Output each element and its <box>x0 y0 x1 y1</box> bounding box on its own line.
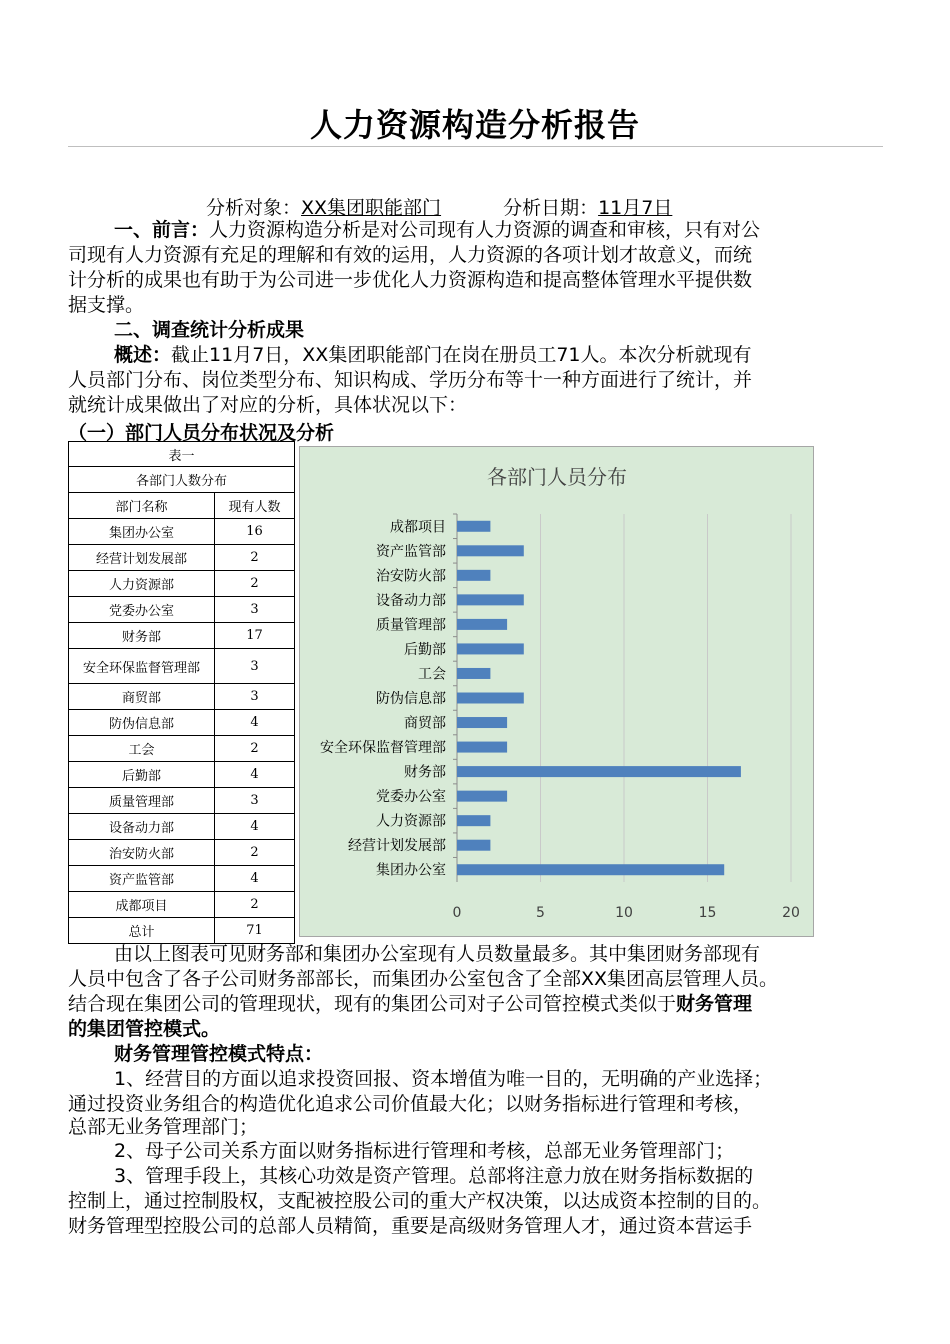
department-chart <box>299 446 814 937</box>
bar <box>457 594 524 605</box>
dept-name-cell: 安全环保监督管理部 <box>69 649 215 684</box>
feature-1-line-3: 总部无业务管理部门； <box>68 1116 259 1138</box>
table-row <box>69 840 295 866</box>
table-row <box>69 892 295 918</box>
x-tick-label: 20 <box>782 905 800 921</box>
intro-line-2: 司现有人力资源有充足的理解和有效的运用，人力资源的各项计划才故意义，而统 <box>68 244 753 266</box>
table-caption: 表一 <box>69 442 295 467</box>
category-label: 工会 <box>418 666 446 683</box>
dept-count-cell: 2 <box>215 571 295 597</box>
dept-name-cell: 治安防火部 <box>69 840 215 866</box>
intro-line-3: 计分析的成果也有助于为公司进一步优化人力资源构造和提高整体管理水平提供数 <box>68 269 753 291</box>
category-label: 成都项目 <box>390 519 446 536</box>
dept-count-cell: 2 <box>215 736 295 762</box>
table-row <box>69 814 295 840</box>
dept-name-cell: 人力资源部 <box>69 571 215 597</box>
feature-3-line-3: 财务管理型控股公司的总部人员精简，重要是高级财务管理人才，通过资本营运手 <box>68 1215 753 1237</box>
bar <box>457 693 524 704</box>
intro-line-1 <box>114 218 760 242</box>
dept-count-cell: 3 <box>215 684 295 710</box>
table-row <box>69 649 295 684</box>
dept-name-cell: 工会 <box>69 736 215 762</box>
bar <box>457 742 507 753</box>
dept-name-cell: 财务部 <box>69 623 215 649</box>
feature-heading: 财务管理管控模式特点： <box>114 1043 324 1065</box>
category-label: 资产监管部 <box>376 543 446 560</box>
survey-text-1: 截止11月7日，XX集团职能部门在岗在册员工71人。本次分析就现有 <box>171 344 752 366</box>
survey-line-3: 就统计成果做出了对应的分析，具体状况以下： <box>68 394 468 416</box>
survey-line-1 <box>114 343 752 367</box>
meta-row <box>206 193 672 220</box>
dept-count-cell: 4 <box>215 710 295 736</box>
intro-text-1: 人力资源构造分析是对公司现有人力资源的调查和审核，只有对公 <box>209 219 761 241</box>
x-tick-label: 10 <box>615 905 633 921</box>
category-label: 设备动力部 <box>376 592 446 609</box>
col-header-count: 现有人数 <box>215 493 295 519</box>
table-row <box>69 866 295 892</box>
chart-svg <box>300 447 813 936</box>
bar <box>457 791 507 802</box>
analysis-line-3 <box>68 992 752 1016</box>
category-label: 商贸部 <box>404 715 446 732</box>
table-row <box>69 788 295 814</box>
x-tick-label: 5 <box>536 905 545 921</box>
dept-count-cell: 3 <box>215 597 295 623</box>
analysis-text-3b: 财务管理 <box>676 993 753 1015</box>
date-value: 11月7日 <box>598 197 673 219</box>
dept-count-cell: 4 <box>215 866 295 892</box>
dept-count-cell: 2 <box>215 892 295 918</box>
dept-count-cell: 3 <box>215 788 295 814</box>
x-tick-label: 15 <box>698 905 717 921</box>
col-header-dept: 部门名称 <box>69 493 215 519</box>
survey-line-2: 人员部门分布、岗位类型分布、知识构成、学历分布等十一种方面进行了统计，并 <box>68 369 753 391</box>
document-title: 人力资源构造分析报告 <box>309 106 640 144</box>
table-row <box>69 519 295 545</box>
category-label: 经营计划发展部 <box>348 838 446 855</box>
dept-name-cell: 集团办公室 <box>69 519 215 545</box>
department-table <box>68 441 295 944</box>
analysis-line-2: 人员中包含了各子公司财务部部长，而集团办公室包含了全部XX集团高层管理人员。 <box>68 968 779 990</box>
bar <box>457 545 524 556</box>
feature-3-line-1: 3、管理手段上，其核心功效是资产管理。总部将注意力放在财务指标数据的 <box>114 1165 754 1187</box>
dept-name-cell: 成都项目 <box>69 892 215 918</box>
category-label: 防伪信息部 <box>376 691 446 707</box>
table-row <box>69 684 295 710</box>
dept-name-cell: 商贸部 <box>69 684 215 710</box>
category-label: 集团办公室 <box>376 862 446 879</box>
summary-label: 概述： <box>114 344 172 366</box>
intro-heading: 一、前言： <box>114 219 210 241</box>
bar <box>457 766 741 777</box>
bar <box>457 668 490 679</box>
category-label: 治安防火部 <box>376 568 446 585</box>
object-value: XX集团职能部门 <box>301 197 442 219</box>
chart-title: 各部门人员分布 <box>487 465 627 489</box>
intro-line-4: 据支撑。 <box>68 294 145 316</box>
table-row <box>69 710 295 736</box>
feature-1-line-1: 1、经营目的方面以追求投资回报、资本增值为唯一目的，无明确的产业选择； <box>114 1068 773 1090</box>
category-label: 质量管理部 <box>376 617 446 634</box>
table-total-row <box>69 918 295 944</box>
bar <box>457 815 490 826</box>
dept-count-cell: 4 <box>215 762 295 788</box>
object-label: 分析对象： <box>206 197 302 219</box>
table-row <box>69 545 295 571</box>
bar <box>457 643 524 654</box>
table-row <box>69 571 295 597</box>
table-header-row <box>69 493 295 519</box>
table-title: 各部门人数分布 <box>69 467 295 493</box>
analysis-text-3a: 结合现在集团公司的管理现状，现有的集团公司对子公司管控模式类似于 <box>68 993 677 1015</box>
bar <box>457 840 490 851</box>
table-row <box>69 762 295 788</box>
category-label: 党委办公室 <box>376 789 446 806</box>
dept-count-cell: 3 <box>215 649 295 684</box>
date-label: 分析日期： <box>503 197 599 219</box>
table-row <box>69 736 295 762</box>
analysis-line-1: 由以上图表可见财务部和集团办公室现有人员数量最多。其中集团财务部现有 <box>114 943 761 965</box>
table-row <box>69 597 295 623</box>
total-label-cell: 总计 <box>69 918 215 944</box>
dept-name-cell: 质量管理部 <box>69 788 215 814</box>
section-heading-1: （一）部门人员分布状况及分析 <box>68 422 335 444</box>
bar <box>457 570 490 581</box>
feature-2-line-1: 2、母子公司关系方面以财务指标进行管理和考核，总部无业务管理部门； <box>114 1140 735 1162</box>
dept-name-cell: 设备动力部 <box>69 814 215 840</box>
dept-name-cell: 后勤部 <box>69 762 215 788</box>
dept-name-cell: 党委办公室 <box>69 597 215 623</box>
dept-name-cell: 经营计划发展部 <box>69 545 215 571</box>
feature-1-line-2: 通过投资业务组合的构造优化追求公司价值最大化；以财务指标进行管理和考核， <box>68 1093 753 1115</box>
dept-count-cell: 2 <box>215 545 295 571</box>
category-label: 安全环保监督管理部 <box>320 740 446 757</box>
analysis-line-4: 的集团管控模式。 <box>68 1018 221 1040</box>
dept-count-cell: 17 <box>215 623 295 649</box>
bar <box>457 864 724 875</box>
x-tick-label: 0 <box>452 905 462 921</box>
category-label: 人力资源部 <box>376 813 446 830</box>
bar <box>457 521 490 532</box>
category-label: 财务部 <box>404 764 446 781</box>
table-row <box>69 623 295 649</box>
dept-count-cell: 2 <box>215 840 295 866</box>
title-divider <box>68 146 883 147</box>
category-label: 后勤部 <box>404 641 446 658</box>
dept-name-cell: 防伪信息部 <box>69 710 215 736</box>
bar <box>457 717 507 728</box>
dept-count-cell: 16 <box>215 519 295 545</box>
bar <box>457 619 507 630</box>
dept-count-cell: 4 <box>215 814 295 840</box>
survey-heading: 二、调查统计分析成果 <box>114 319 305 341</box>
feature-3-line-2: 控制上，通过控制股权，支配被控股公司的重大产权决策，以达成资本控制的目的。 <box>68 1190 772 1212</box>
dept-name-cell: 资产监管部 <box>69 866 215 892</box>
total-value-cell: 71 <box>215 918 295 944</box>
